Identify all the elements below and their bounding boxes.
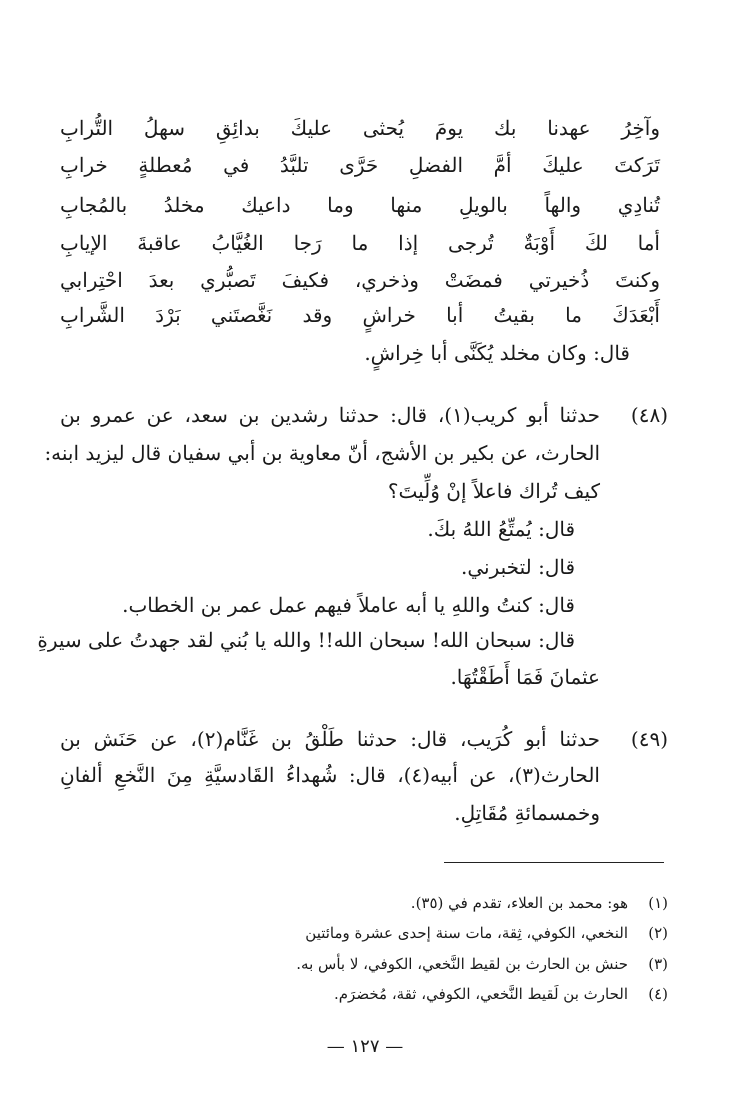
footnote-text: هو: محمد بن العلاء، تقدم في (٣٥). <box>410 894 628 912</box>
hadith-number: (٤٩) <box>630 727 668 751</box>
hadith-text-line: كيف تُراك فاعلاً إنْ وُلِّيتَ؟ <box>387 479 600 503</box>
poem-verse: تُنادِي والهاً بالويلِ منها وما داعيك مخلدُ بالمُجابِ <box>60 193 660 217</box>
footnote-separator <box>444 862 664 863</box>
hadith-text-line: قال: يُمتِّعُ اللهُ بكَ. <box>427 517 575 541</box>
hadith-text-line: الحارث(٣)، عن أبيه(٤)، قال: شُهداءُ القَادسيَّةِ مِنَ النَّخعِ ألفانِ <box>60 763 600 787</box>
poem-verse: وآخِرُ عهدنا بك يومَ يُحثى عليكَ بدائِقِ سهلُ التُّرابِ <box>60 116 660 140</box>
poem-verse: وكنتَ ذُخيرتي فمضَتْ وذخري، فكيفَ تَصبُّري بعدَ احْتِرابي <box>60 268 660 292</box>
page-number: — ١٢٧ — <box>326 1036 404 1057</box>
footnote-text: النخعي، الكوفي، ثِقة، مات سنة إحدى عشرة ومائتين <box>305 924 628 942</box>
footnote <box>334 983 668 1005</box>
footnote <box>296 953 668 975</box>
footnote-number: (١) <box>648 894 668 912</box>
hadith-text-line: قال: كنتُ واللهِ يا أبه عاملاً فيهم عمل عمر بن الخطاب. <box>122 593 575 617</box>
footnote <box>411 892 668 914</box>
hadith-text-line: حدثنا أبو كُرَيب، قال: حدثنا طَلْقُ بن غَنَّام(٢)، عن حَنَش بن <box>60 727 600 751</box>
hadith-number: (٤٨) <box>630 403 668 427</box>
footnote-number: (٣) <box>648 955 668 973</box>
footnote-number: (٤) <box>648 985 668 1003</box>
hadith-text-line: قال: لتخبرني. <box>461 555 575 579</box>
poem-verse: تَرَكتَ عليكَ أمَّ الفضلِ حَرَّى تلبَّدُ في مُعطلةٍ خرابِ <box>60 153 660 177</box>
hadith-text-line: وخمسمائةِ مُقَاتِلِ. <box>454 801 600 825</box>
poem-verse: أَبْعَدَكَ ما بقيتُ أبا خراشٍ وقد نَغَّصتَني بَرْدَ الشَّرابِ <box>60 303 660 327</box>
hadith-text-line: الحارث، عن بكير بن الأشج، أنّ معاوية بن أبي سفيان قال ليزيد ابنه: <box>44 441 600 465</box>
footnote-text: حنش بن الحارث بن لقيط النَّخعي، الكوفي، لا بأس به. <box>296 955 628 973</box>
footnote-text: الحارث بن لَقيط النَّخعي، الكوفي، ثقة، مُخضرَم. <box>334 985 628 1003</box>
poem-note: قال: وكان مخلد يُكَنَّى أبا خِراشٍ. <box>364 341 630 365</box>
footnote <box>305 922 668 944</box>
footnote-number: (٢) <box>648 924 668 942</box>
hadith-text-line: قال: سبحان الله! سبحان الله!! والله يا بُني لقد جهدتُ على سيرةِ <box>37 628 575 652</box>
hadith-text-line: حدثنا أبو كريب(١)، قال: حدثنا رشدين بن سعد، عن عمرو بن <box>60 403 601 427</box>
hadith-text-line: عثمانَ فَمَا أَطَقْتُهَا. <box>450 665 600 689</box>
poem-verse: أما لكَ أَوْبَةٌ تُرجى إذا ما رَجا الغُيَّابُ عاقبةَ الإيابِ <box>60 231 660 255</box>
